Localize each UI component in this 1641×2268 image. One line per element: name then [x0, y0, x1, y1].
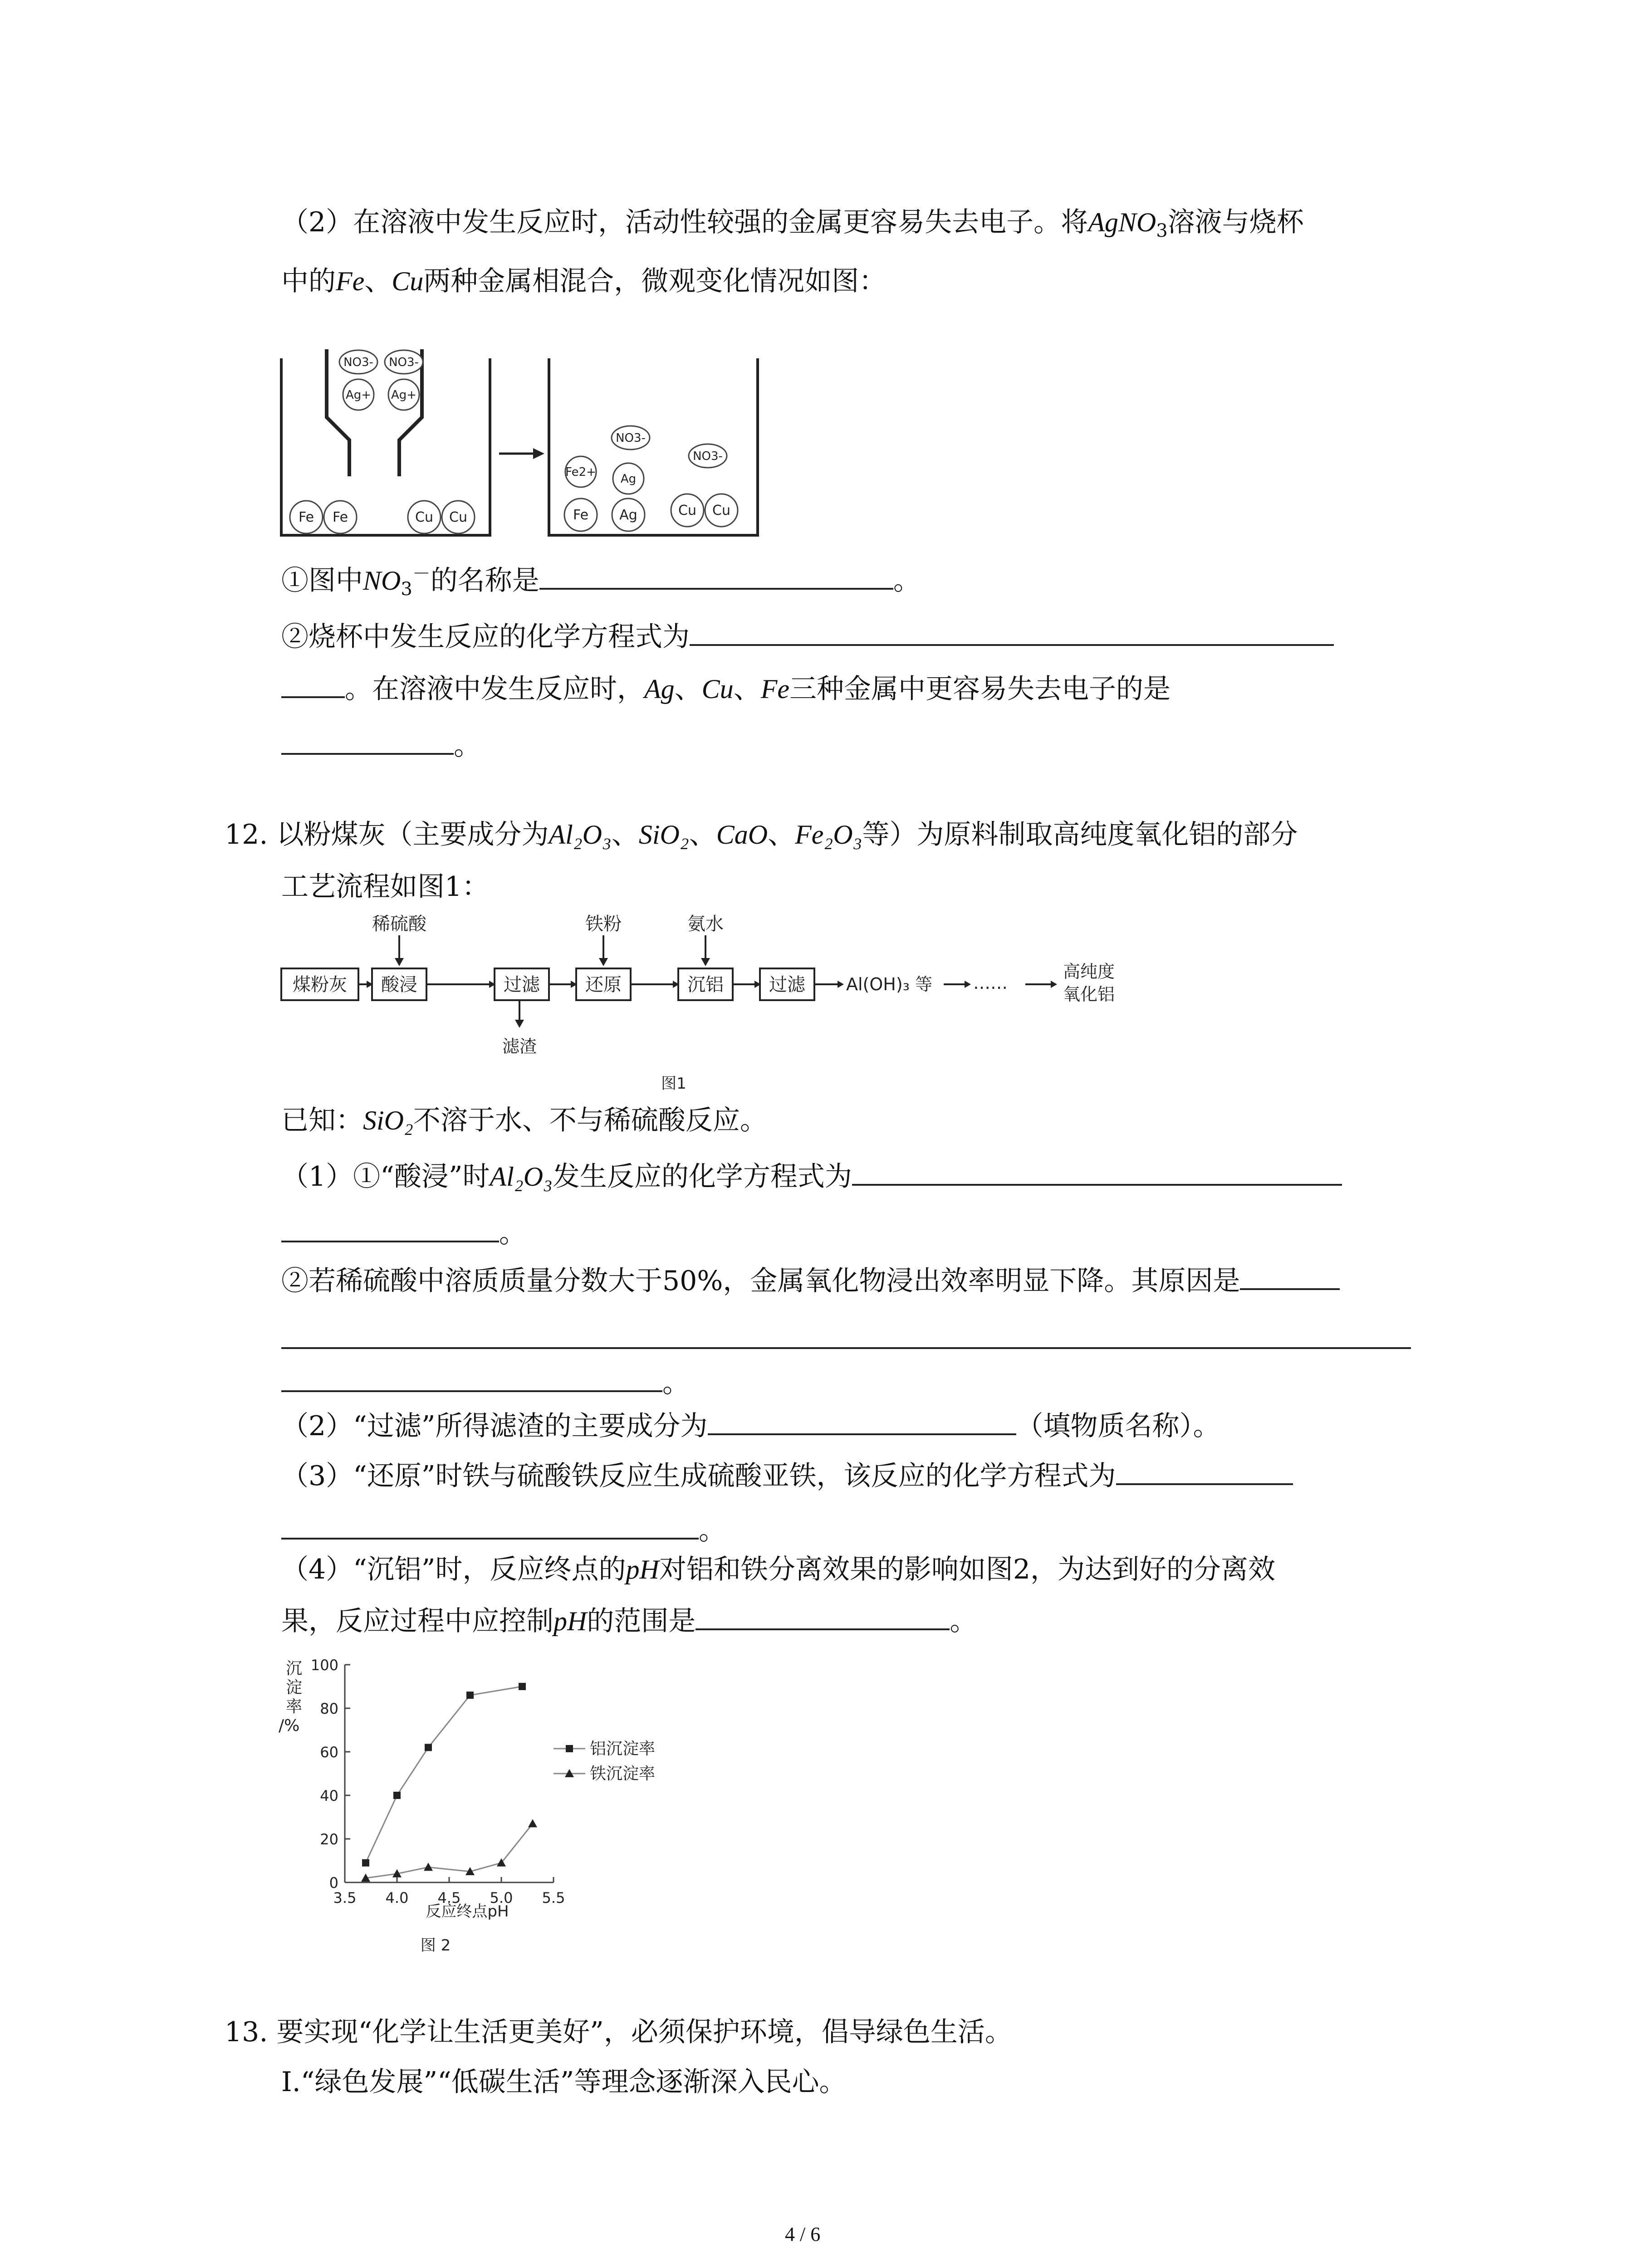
flow-box-label: 过滤 [504, 974, 540, 995]
data-point-square [393, 1792, 401, 1799]
q11-2-line2-text-b: 两种金属相混合，微观变化情况如图： [423, 265, 887, 297]
arrow-head-icon [533, 448, 544, 459]
right-ions [565, 426, 727, 494]
answer-blank[interactable] [696, 1601, 950, 1630]
y-tick-label: 80 [320, 1700, 338, 1717]
q12-part2-text: （2）“过滤”所得滤渣的主要成分为 [281, 1410, 708, 1442]
legend-label: 铁沉淀率 [590, 1765, 656, 1783]
q12-intro-text-b: 等）为原料制取高纯度氧化铝的部分 [862, 819, 1298, 850]
ellipsis-label: …… [973, 973, 1008, 993]
known-text: 不溶于水、不与稀硫酸反应。 [413, 1105, 767, 1136]
separator: 、 [611, 819, 639, 850]
input-label: 铁粉 [585, 914, 622, 934]
answer-blank[interactable] [539, 561, 893, 590]
sio2-formula: SiO₂ [363, 1105, 413, 1135]
q11-2-line2-text: 中的 [281, 265, 336, 297]
y-axis-title [279, 1659, 302, 1735]
q12-intro-line2: 工艺流程如图1： [281, 871, 490, 903]
y-axis-title-char: /% [279, 1716, 300, 1735]
separator: 、 [364, 265, 392, 297]
q12-part1-text: （1）①“酸浸”时 [281, 1161, 490, 1193]
y-tick-label: 100 [310, 1657, 338, 1674]
q11-2-intro-text: （2）在溶液中发生反应时，活动性较强的金属更容易失去电子。将 [281, 206, 1088, 238]
nitrate-charge: － [412, 563, 431, 584]
cu-symbol: Cu [392, 266, 424, 296]
data-point-triangle [528, 1819, 537, 1827]
question-number: 12. [225, 819, 268, 850]
q12-part1-text-b: 发生反应的化学方程式为 [552, 1161, 852, 1193]
ion-label: Ag+ [345, 388, 372, 402]
period: 。 [699, 1515, 726, 1546]
q12-part2-text-b: （填物质名称）。 [1016, 1410, 1220, 1442]
x-axis-title: 反应终点pH [426, 1902, 509, 1921]
y-axis-title-char: 淀 [286, 1678, 303, 1697]
atom-label: Cu [712, 503, 730, 518]
left-metals [290, 501, 475, 533]
separator: 、 [674, 673, 702, 705]
answer-blank[interactable] [708, 1406, 1016, 1435]
x-tick-label: 5.5 [542, 1889, 565, 1906]
q13-line2 [281, 2064, 846, 2100]
answer-blank[interactable] [281, 1213, 499, 1242]
q11-2-sub2-text: ②烧杯中发生反应的化学方程式为 [281, 621, 690, 653]
q12-part4-text: （4）“沉铝”时，反应终点的 [281, 1554, 626, 1585]
input-label: 稀硫酸 [372, 914, 426, 934]
fe-symbol: Fe [760, 674, 789, 704]
answer-blank[interactable] [1240, 1261, 1340, 1290]
data-point-triangle [424, 1862, 433, 1871]
answer-blank[interactable] [281, 669, 345, 698]
ion-label: NO3- [343, 356, 373, 369]
period: 。 [950, 1605, 977, 1637]
q11-2-line1 [281, 204, 1304, 249]
period: 。 [454, 730, 481, 762]
al2o3-formula: Al₂O₃ [490, 1162, 553, 1192]
data-point-square [425, 1744, 432, 1751]
answer-blank[interactable] [281, 1510, 699, 1540]
q11-2-intro-text-b: 溶液与烧杯 [1167, 206, 1304, 238]
q12-line1 [225, 816, 1298, 853]
q11-2-line2 [281, 263, 886, 299]
q11-2-sub2-line2-text-b: 三种金属中更容易失去电子的是 [789, 673, 1171, 705]
q13-line1 [225, 2014, 1012, 2050]
y-tick-label: 60 [320, 1744, 338, 1761]
atom-label: Fe [332, 509, 348, 525]
x-tick-label: 4.5 [437, 1889, 461, 1906]
q11-2-sub2-line2-text: 。在溶液中发生反应时， [345, 673, 644, 705]
q11-2-sub1-text: ①图中 [281, 565, 363, 596]
y-tick-label: 40 [320, 1787, 338, 1804]
answer-blank[interactable] [852, 1157, 1342, 1186]
ph-symbol: pH [554, 1606, 587, 1636]
agno3-subscript: 3 [1156, 220, 1168, 241]
q12-part3-line2 [281, 1510, 726, 1549]
fe-symbol: Fe [336, 266, 365, 296]
sio2-formula: SiO₂ [638, 820, 689, 850]
cao-formula: CaO [716, 820, 768, 850]
nitrate-formula: NO [363, 566, 401, 596]
q12-part4-line2-text-b: 的范围是 [587, 1605, 696, 1637]
q12-part2 [281, 1406, 1220, 1444]
q12-part3 [281, 1456, 1293, 1494]
ag-symbol: Ag [644, 674, 675, 704]
flow-box-label: 酸浸 [381, 974, 417, 995]
q13-subpart-text: Ⅰ.“绿色发展”“低碳生活”等理念逐渐深入民心。 [281, 2066, 847, 2098]
x-tick-label: 5.0 [490, 1889, 513, 1906]
flow-box-label: 过滤 [769, 974, 805, 995]
atom-label: Cu [415, 509, 433, 525]
chart-caption: 图 2 [420, 1936, 451, 1955]
separator: 、 [733, 673, 761, 705]
q12-part1b-line3 [281, 1363, 690, 1401]
atom-label: Ag [619, 507, 637, 523]
ion-label: NO3- [693, 450, 723, 463]
answer-line[interactable] [281, 1347, 1411, 1349]
q12-part1b-text: ②若稀硫酸中溶质质量分数大于50%，金属氧化物浸出效率明显下降。其原因是 [281, 1265, 1240, 1297]
answer-blank[interactable] [281, 1363, 662, 1392]
q11-2-sub2 [281, 617, 1334, 655]
ion-label: Fe2+ [565, 465, 596, 479]
final-product-label: 高纯度 [1063, 962, 1115, 982]
period: 。 [662, 1367, 690, 1399]
y-axis-title-char: 率 [286, 1697, 303, 1716]
data-point-square [362, 1859, 369, 1867]
period: 。 [499, 1217, 526, 1249]
flow-box-label: 还原 [585, 974, 622, 995]
flow-box-label: 沉铝 [687, 974, 724, 995]
legend-square-icon [566, 1745, 573, 1752]
residue-label: 滤渣 [502, 1036, 537, 1056]
q13-text: 要实现“化学让生活更美好”，必须保护环境，倡导绿色生活。 [276, 2016, 1012, 2048]
right-metals [564, 494, 738, 531]
q11-2-sub2-line3 [281, 726, 481, 764]
product-label: Al(OH)₃ 等 [846, 974, 933, 994]
data-point-square [519, 1683, 526, 1690]
ion-label: NO3- [389, 356, 419, 369]
period: 。 [893, 565, 921, 596]
atom-label: Fe [573, 507, 589, 523]
legend-label: 铝沉淀率 [590, 1740, 656, 1758]
q12-part4 [281, 1551, 1275, 1588]
q12-part1b [281, 1261, 1340, 1299]
ion-label: Ag+ [391, 388, 417, 402]
q12-part4-line2-text: 果，反应过程中应控制 [281, 1605, 554, 1637]
flow-box-label: 煤粉灰 [293, 974, 347, 995]
separator: 、 [768, 819, 795, 850]
data-point-square [466, 1691, 474, 1699]
x-tick-label: 4.0 [385, 1889, 409, 1906]
q11-2-sub1 [281, 556, 921, 607]
beaker-diagram [272, 336, 771, 549]
atom-label: Fe [298, 509, 314, 525]
q11-2-sub1-text-b: 的名称是 [430, 565, 539, 596]
q12-part4-line2 [281, 1601, 977, 1639]
al2o3-formula: Al₂O₃ [549, 820, 612, 850]
y-tick-label: 0 [329, 1874, 338, 1892]
q12-line2 [281, 869, 489, 905]
q12-part1-line2 [281, 1213, 526, 1251]
series-line [366, 1823, 533, 1878]
x-tick-label: 3.5 [333, 1889, 357, 1906]
ph-symbol: pH [626, 1554, 659, 1584]
final-product-label: 氧化铝 [1063, 984, 1115, 1004]
series-line [366, 1686, 522, 1863]
ph-precipitation-chart [272, 1642, 771, 1969]
atom-label: Cu [678, 503, 696, 518]
process-flow-chart [272, 907, 1157, 1098]
ion-label: NO3- [616, 431, 646, 445]
answer-blank[interactable] [1116, 1456, 1293, 1485]
input-label: 氨水 [687, 914, 724, 934]
question-number: 13. [225, 2016, 268, 2048]
q12-known [281, 1102, 767, 1139]
q12-part1 [281, 1157, 1342, 1195]
answer-blank[interactable] [690, 617, 1334, 646]
answer-blank[interactable] [281, 726, 454, 755]
q12-part3-text: （3）“还原”时铁与硫酸铁反应生成硫酸亚铁，该反应的化学方程式为 [281, 1460, 1116, 1492]
agno3-formula: AgNO [1088, 207, 1156, 237]
q12-part4-text-b: 对铝和铁分离效果的影响如图2，为达到好的分离效 [659, 1554, 1276, 1585]
q12-intro-text: 以粉煤灰（主要成分为 [276, 819, 549, 850]
separator: 、 [689, 819, 716, 850]
known-label: 已知： [281, 1105, 363, 1136]
y-axis-title-char: 沉 [286, 1659, 303, 1678]
q11-2-sub2-line2 [281, 669, 1171, 707]
fe2o3-formula: Fe₂O₃ [795, 820, 862, 850]
cu-symbol: Cu [701, 674, 734, 704]
page-number: 4 / 6 [785, 2223, 821, 2245]
left-ions [339, 350, 423, 410]
atom-label: Cu [449, 509, 467, 525]
ion-label: Ag [620, 472, 637, 486]
figure-caption: 图1 [661, 1075, 686, 1093]
nitrate-subscript: 3 [401, 579, 412, 600]
y-tick-label: 20 [320, 1831, 338, 1848]
